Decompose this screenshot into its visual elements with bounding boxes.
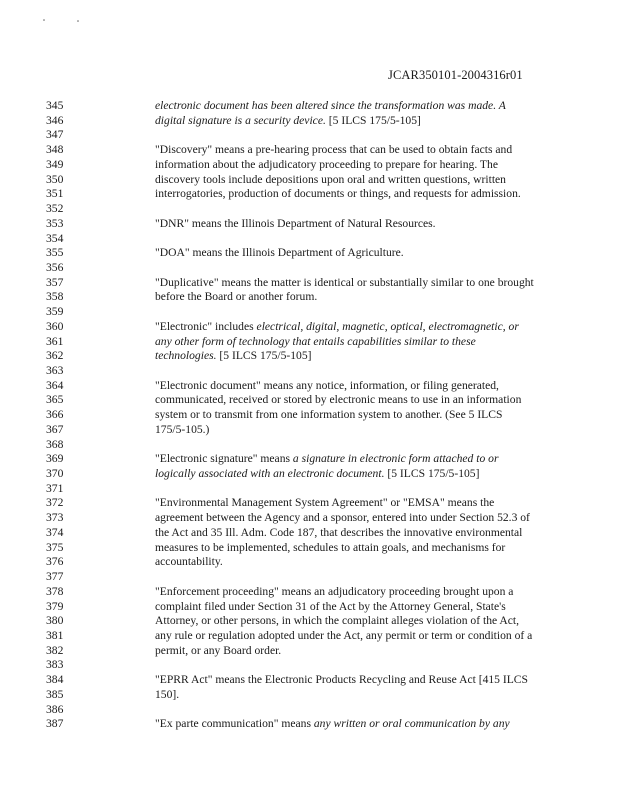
line-number: 369 <box>46 452 64 466</box>
plain-text: agreement between the Agency and a sponsor, entered into under Section 52.3 of <box>155 511 530 525</box>
line-text <box>155 246 404 260</box>
plain-text: [5 ILCS 175/5-105] <box>216 349 312 363</box>
plain-text: [5 ILCS 175/5-105] <box>325 113 421 127</box>
line-number: 358 <box>46 290 64 304</box>
line-text <box>155 496 494 510</box>
plain-text: "Enforcement proceeding" means an adjudicatory proceeding brought upon a <box>155 584 514 598</box>
line-number: 366 <box>46 408 64 422</box>
plain-text: accountability. <box>155 555 223 569</box>
document-id: JCAR350101-2004316r01 <box>388 68 523 82</box>
line-text <box>155 629 532 643</box>
line-number: 387 <box>46 717 64 731</box>
plain-text: 175/5-105.) <box>155 422 210 436</box>
line-number: 385 <box>46 687 64 701</box>
line-text <box>155 423 209 437</box>
plain-text: measures to be implemented, schedules to attain goals, and mechanisms for <box>155 540 506 554</box>
line-text <box>155 158 498 172</box>
line-number: 349 <box>46 157 64 171</box>
line-number: 363 <box>46 364 64 377</box>
line-text <box>155 526 522 540</box>
line-text <box>155 673 528 687</box>
line-number: 371 <box>46 481 64 495</box>
line-number: 351 <box>46 187 64 201</box>
line-text <box>155 688 179 702</box>
line-number: 348 <box>46 143 64 157</box>
line-number: 354 <box>46 231 64 245</box>
line-number: 356 <box>46 260 64 274</box>
line-number: 365 <box>46 393 64 407</box>
plain-text: 150]. <box>155 687 180 701</box>
plain-text: discovery tools include depositions upon oral and written questions, written <box>155 172 506 186</box>
line-text <box>155 585 513 599</box>
line-text <box>155 379 499 393</box>
plain-text: "Environmental Management System Agreement" or "EMSA" means the <box>155 496 495 510</box>
line-number: 352 <box>46 202 64 215</box>
line-number: 350 <box>46 172 64 186</box>
plain-text: before the Board or another forum. <box>155 290 318 304</box>
line-text <box>155 335 476 349</box>
line-number: 345 <box>46 99 64 112</box>
line-number: 367 <box>46 422 64 436</box>
line-text <box>155 555 223 569</box>
line-number: 347 <box>46 128 64 142</box>
plain-text: "Discovery" means a pre-hearing process that can be used to obtain facts and <box>155 143 513 157</box>
plain-text: complaint filed under Section 31 of the Act by the Attorney General, State's <box>155 599 506 613</box>
line-number: 361 <box>46 334 64 348</box>
line-text <box>155 452 498 466</box>
line-text <box>155 644 281 658</box>
line-text <box>155 114 421 128</box>
line-text <box>155 349 312 363</box>
line-number: 383 <box>46 658 64 672</box>
line-text <box>155 467 479 481</box>
statutory-italic-text: electronic document has been altered since the transformation was made. A <box>155 99 506 112</box>
line-number: 355 <box>46 246 64 260</box>
plain-text: permit, or any Board order. <box>155 643 282 657</box>
plain-text: interrogatories, production of documents or things, and requests for admission. <box>155 187 521 201</box>
line-text <box>155 143 512 157</box>
line-text <box>155 320 519 334</box>
line-number: 346 <box>46 113 64 127</box>
plain-text: information about the adjudicatory proceeding to prepare for hearing. The <box>155 157 498 171</box>
statutory-italic-text: a signature in electronic form attached to or <box>292 452 499 466</box>
line-number: 357 <box>46 275 64 289</box>
statutory-italic-text: any other form of technology that entails capabilities similar to these <box>155 334 476 348</box>
plain-text: "Electronic signature" means <box>155 452 293 466</box>
plain-text: "Electronic" includes <box>155 319 257 333</box>
plain-text: "DNR" means the Illinois Department of Natural Resources. <box>155 216 436 230</box>
plain-text: [5 ILCS 175/5-105] <box>384 467 480 480</box>
line-text <box>155 99 506 113</box>
line-number: 384 <box>46 673 64 687</box>
line-text <box>155 393 521 407</box>
plain-text: communicated, received or stored by electronic means to use in an information <box>155 393 522 407</box>
line-number: 374 <box>46 525 64 539</box>
line-text <box>155 614 519 628</box>
line-text <box>155 276 534 290</box>
line-text <box>155 717 510 731</box>
line-text <box>155 541 505 555</box>
plain-text: the Act and 35 Ill. Adm. Code 187, that describes the innovative environmental <box>155 525 523 539</box>
line-text <box>155 290 317 304</box>
plain-text: any rule or regulation adopted under the Act, any permit or term or condition of a <box>155 628 533 642</box>
plain-text: "Ex parte communication" means <box>155 717 314 731</box>
statutory-italic-text: any written or oral communication by any <box>313 717 510 731</box>
line-number: 359 <box>46 305 64 319</box>
plain-text: Attorney, or other persons, in which the complaint alleges violation of the Act, <box>155 614 520 628</box>
line-number: 372 <box>46 496 64 510</box>
line-text <box>155 408 502 422</box>
line-number: 362 <box>46 349 64 363</box>
line-text <box>155 511 530 525</box>
line-text <box>155 173 506 187</box>
plain-text: "Duplicative" means the matter is identical or substantially similar to one brought <box>155 275 534 289</box>
line-number: 386 <box>46 702 64 716</box>
plain-text: "DOA" means the Illinois Department of Agriculture. <box>155 246 404 260</box>
line-text <box>155 187 521 201</box>
line-number: 382 <box>46 643 64 657</box>
line-number: 379 <box>46 599 64 613</box>
line-number: 370 <box>46 467 64 480</box>
line-text <box>155 600 506 614</box>
plain-text: system or to transmit from one information system to another. (See 5 ILCS <box>155 408 503 422</box>
statutory-italic-text: digital signature is a security device. <box>155 113 326 127</box>
line-number: 368 <box>46 437 64 451</box>
plain-text: "Electronic document" means any notice, information, or filing generated, <box>155 378 499 392</box>
line-number: 381 <box>46 628 64 642</box>
line-number: 360 <box>46 319 64 333</box>
line-number: 364 <box>46 378 64 392</box>
line-number: 373 <box>46 511 64 525</box>
statutory-italic-text: logically associated with an electronic document. <box>155 467 385 480</box>
statutory-italic-text: technologies. <box>155 349 217 363</box>
line-number: 375 <box>46 540 64 554</box>
line-number: 377 <box>46 570 64 583</box>
line-number: 380 <box>46 614 64 628</box>
line-number: 378 <box>46 584 64 598</box>
line-number: 376 <box>46 555 64 569</box>
line-text <box>155 217 436 231</box>
plain-text: "EPRR Act" means the Electronic Products Recycling and Reuse Act [415 ILCS <box>155 673 528 687</box>
line-number: 353 <box>46 216 64 230</box>
statutory-italic-text: electrical, digital, magnetic, optical, electromagnetic, or <box>256 319 519 333</box>
